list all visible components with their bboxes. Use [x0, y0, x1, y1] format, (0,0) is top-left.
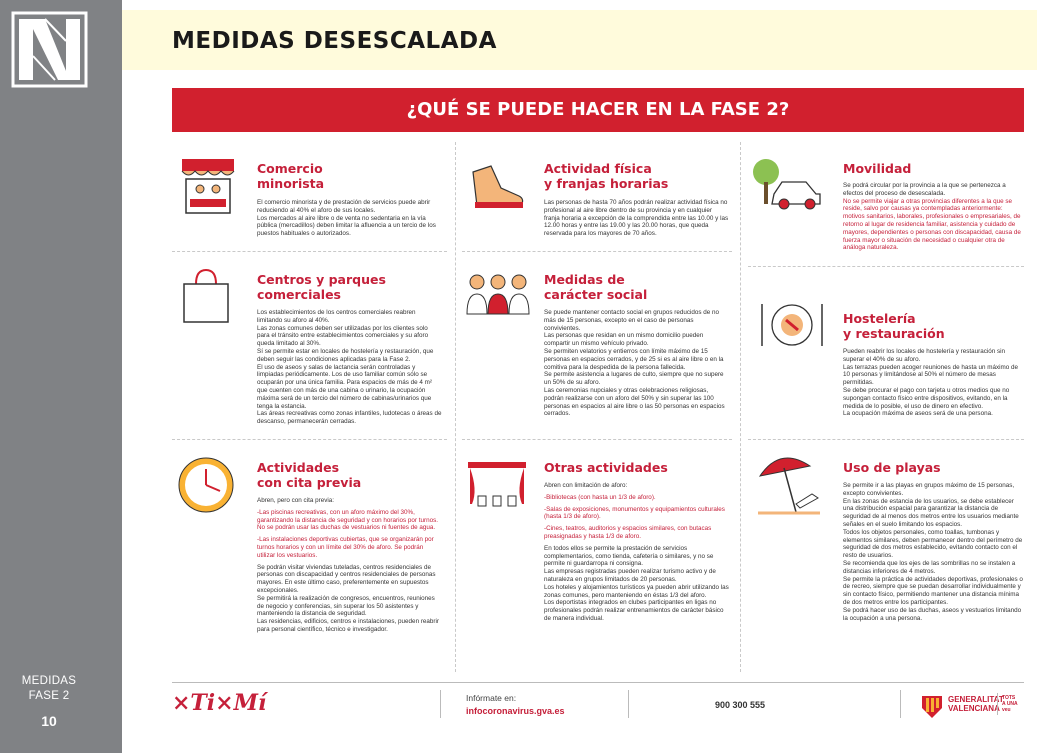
page-title: MEDIDAS DESESCALADA: [172, 28, 497, 54]
theater-stage-icon: [466, 460, 528, 510]
sidebar-label-fase: FASE 2: [28, 690, 70, 702]
shopping-bag-icon: [180, 266, 232, 326]
row-divider: [172, 439, 447, 440]
generalitat-crest-icon: [920, 692, 944, 718]
row-divider: [172, 251, 447, 252]
plate-cutlery-icon: [756, 300, 828, 350]
footer-separator: [997, 693, 998, 715]
phase-banner: ¿QUÉ SE PUEDE HACER EN LA FASE 2?: [172, 88, 1024, 132]
footer-info-label: Infórmate en:: [466, 693, 517, 703]
section-title-actividad: Actividad física y franjas horarias: [544, 161, 669, 191]
section-title-centros: Centros y parques comerciales: [257, 272, 386, 302]
tots-logo: TOTS A UNA veu: [1002, 695, 1018, 713]
row-divider: [462, 439, 732, 440]
section-body-otras: Abren con limitación de aforo: -Bibliotecas (con hasta un 1/3 de aforo). -Salas de exposiciones, monumentos y equipamientos culturales (hasta 1/3 de aforo). -Cines, teatros, auditorios y espacios similares, con butacas preasignadas y hasta 1/3 de aforo. En todos ellos se permite la prestación de servicios complementarios, como tienda, cafetería o similares, y no se permite ni guardarropa ni consigna. Las empresas registradas pueden realizar turismo activo y de naturaleza en grupos limitados de 20 personas. Los hoteles y alojamientos turísticos ya pueden abrir utilizando las zonas comunes, pero manteniendo en éstas 1/3 del aforo. Los deportistas integrados en clubes participantes en ligas no profesionales podrán realizar entrenamientos de carácter básico de manera individual.: [544, 482, 729, 622]
section-title-hosteleria: Hostelería y restauración: [843, 311, 945, 341]
beach-umbrella-icon: [756, 452, 822, 516]
column-divider: [455, 142, 456, 672]
section-body-movilidad: Se podrá circular por la provincia a la que se pertenezca a efectos del proceso de desescalada. No se permite viajar a otras provincias diferentes a la que se reside, salvo por causas ya contempladas anteriormente: motivos sanitarios, laborales, profesionales o empresariales, de retorno al lugar de residencia familiar, asistencia y cuidado de mayores, dependientes o personas con discapacidad, causa de fuerza mayor o situación de necesidad o cualquier otra de análoga naturaleza.: [843, 182, 1021, 252]
clock-icon: [176, 455, 236, 515]
footer-divider: [172, 682, 1024, 683]
footer-separator: [900, 690, 901, 718]
section-body-actividad: Las personas de hasta 70 años podrán realizar actividad física no profesional al aire libre dentro de su provincia y en cualquier franja horaria a excepción de la comprendida entre las 10.00 y las 12.00 horas y entre las 19.00 y las 20.00 horas, que queda reservada para los mayores de 70 años.: [544, 199, 729, 238]
section-body-hosteleria: Pueden reabrir los locales de hostelería y restauración sin superar el 40% de su aforo. Las terrazas pueden acoger reuniones de hasta un máximo de 10 personas y limitándose al 50% el número de mesas permitidas. Se debe procurar el pago con tarjeta u otros medios que no supongan contacto físico entre dispositivos, evitando, en la medida de lo posible, el uso de dinero en efectivo. La ocupación máxima de aseos será de una persona.: [843, 348, 1019, 418]
footer-separator: [440, 690, 441, 718]
section-body-centros: Los establecimientos de los centros comerciales reabren limitando su aforo al 40%. Las zonas comunes deben ser utilizadas por los clientes solo para el tránsito entre establecimientos comerciales y su aforo queda limitado al 30%. Sí se permite estar en locales de hostelería y restauración, que deben seguir las condiciones aplicadas para la Fase 2. El uso de aseos y salas de lactancia serán controladas y limpiadas periódicamente. Los de uso familiar común sólo se ocuparán por una única familia. Para espacios de más de 4 m² que cuenten con más de una cabina o urinario, la ocupación máxima será de un tercio del número de cabinas/urinarios que tenga la estancia. Las áreas recreativas como zonas infantiles, ludotecas o áreas de descanso, permanecerán cerradas.: [257, 309, 442, 426]
row-divider: [748, 266, 1024, 267]
section-title-cita: Actividades con cita previa: [257, 460, 362, 490]
section-title-playas: Uso de playas: [843, 460, 941, 475]
people-group-icon: [465, 272, 531, 316]
row-divider: [748, 439, 1024, 440]
shop-stall-icon: [178, 157, 238, 217]
section-title-otras: Otras actividades: [544, 460, 668, 475]
page-number: 10: [41, 713, 57, 729]
section-body-comercio: El comercio minorista y de prestación de servicios puede abrir reduciendo al 40% el aforo de sus locales. Los mercados al aire libre o de venta no sedentaria en la vía pública (mercadillos) deben limitar la afluencia a un tercio de los puestos habituales o autorizados.: [257, 199, 436, 238]
section-title-social: Medidas de carácter social: [544, 272, 648, 302]
section-title-movilidad: Movilidad: [843, 161, 912, 176]
section-title-comercio: Comercio minorista: [257, 161, 325, 191]
footer-info-link[interactable]: infocoronavirus.gva.es: [466, 706, 565, 716]
footer-phone[interactable]: 900 300 555: [715, 700, 766, 710]
column-divider: [740, 142, 741, 672]
section-body-playas: Se permite ir a las playas en grupos máximo de 15 personas, excepto convivientes. En las zonas de estancia de los usuarios, se debe establecer una distribución espacial para garantizar la distancia de seguridad de al menos dos metros entre los usuarios mediante señales en el suelo limitando los espacios. Todos los objetos personales, como toallas, tumbonas y elementos similares, deben permanecer dentro del perímetro de seguridad de dos metros establecido, evitando contacto con el resto de usuarios. Se recomienda que los ejes de las sombrillas no se instalen a distancias inferiores de 4 metros. Se permite la práctica de actividades deportivas, profesionales o de recreo, siempre que se puedan desarrollar individualmente y sin contacto físico, permitiendo mantener una distancia mínima de dos metros entre los participantes. Se podrá hacer uso de las duchas, aseos y vestuarios limitando la ocupación a una persona.: [843, 482, 1023, 622]
footer-separator: [628, 690, 629, 718]
car-tree-icon: [752, 156, 824, 214]
sidebar: [0, 0, 122, 753]
section-body-cita: Abren, pero con cita previa: -Las piscinas recreativas, con un aforo máximo del 30%, garantizando la distancia de seguridad y con horarios por turnos. No se podrán usar las duchas de vestuarios ni fuentes de agua. -Las instalaciones deportivas cubiertas, que se organizarán por turnos horarios y con un límite del 30% de aforo. Se podrán utilizar los vestuarios. Se podrán visitar viviendas tuteladas, centros residenciales de personas con discapacidad y centros residenciales de personas mayores. En este último caso, preferentemente en supuestos excepcionales. Se permitirá la realización de congresos, encuentros, reuniones de negocio y conferencias, sin superar los 50 asistentes y manteniendo la distancia de seguridad. Las residencias, edificios, centros e instalaciones, pueden reabrir para personal científico, técnico e investigador.: [257, 497, 440, 633]
brand-logo-icon: [11, 11, 88, 88]
sidebar-label-medidas: MEDIDAS: [21, 675, 77, 687]
section-body-social: Se puede mantener contacto social en grupos reducidos de no más de 15 personas, excepto en el caso de personas convivientes. Las personas que residan en un mismo domicilio pueden compartir un mismo vehículo privado. Se permiten velatorios y entierros con límite máximo de 15 personas en espacios cerrados, y de 25 si es al aire libre o en la comitiva para la despedida de la persona fallecida. Se permite asistencia a lugares de culto, siempre que no supere un 50% de su aforo. Las ceremonias nupciales y otras celebraciones religiosas, podrán realizarse con un aforo del 50% y sin superar las 100 personas en espacios al aire libre o las 50 personas en espacios cerrados.: [544, 309, 725, 418]
row-divider: [462, 251, 732, 252]
generalitat-logo: GENERALITAT VALENCIANA: [948, 695, 1004, 713]
sneaker-icon: [467, 162, 527, 214]
campaign-logo: ×Ti×Mí: [172, 690, 267, 716]
